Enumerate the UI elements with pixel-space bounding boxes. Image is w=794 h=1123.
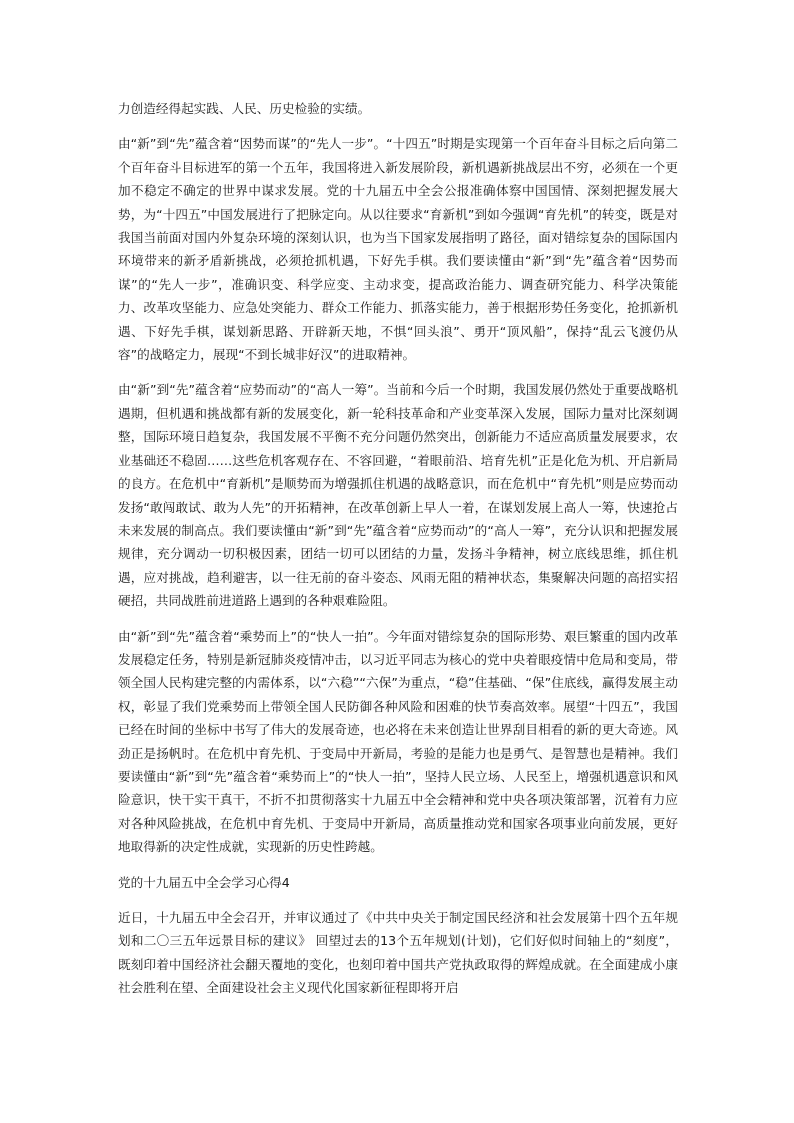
paragraph-gap [118,120,678,132]
paragraph-recent: 近日，十九届五中全会召开，并审议通过了《中共中央关于制定国民经济和社会发展第十四个五年规划和二〇三五年远景目标的建议》 回望过去的13个五年规划(计划)，它们好似时间轴上的“刻度”，既刻印着中国经济社会翻天覆地的变化，也刻印着中国共产党执政取得的辉煌成就。在全面建成小康社会胜利在望、全面建设社会主义现代化国家新征程即将开启 [118,910,678,996]
paragraph-first-step: 由“新”到“先”蕴含着“因势而谋”的“先人一步”。“十四五”时期是实现第一个百年奋斗目标之后向第二个百年奋斗目标进军的第一个五年，我国将进入新发展阶段，新机遇新挑战层出不穷，必须在一个更加不稳定不确定的世界中谋求发展。党的十九届五中全会公报准确体察中国国情、深刻把握发展大势，为“十四五”中国发展进行了把脉定向。从以往要求“育新机”到如今强调“育先机”的转变，既是对我国当前面对国内外复杂环境的深刻认识，也为当下国家发展指明了路径，面对错综复杂的国际国内环境带来的新矛盾新挑战，必须抢抓机遇，下好先手棋。我们要读懂由“新”到“先”蕴含着“因势而谋”的“先人一步”，准确识变、科学应变、主动求变，提高政治能力、调查研究能力、科学决策能力、改革攻坚能力、应急处突能力、群众工作能力、抓落实能力，善于根据形势任务变化，抢抓新机遇、下好先手棋，谋划新思路、开辟新天地，不惧“回头浪”、勇开“顶风船”，保持“乱云飞渡仍从容”的战略定力，展现“不到长城非好汉”的进取精神。 [118,136,678,363]
paragraph-higher-step: 由“新”到“先”蕴含着“应势而动”的“高人一筹”。当前和今后一个时期，我国发展仍然处于重要战略机遇期，但机遇和挑战都有新的发展变化，新一轮科技革命和产业变革深入发展，国际力量对比深刻调整，国际环境日趋复杂，我国发展不平衡不充分问题仍然突出，创新能力不适应高质量发展要求，农业基础还不稳固……这些危机客观存在、不容回避，“着眼前沿、培育先机”正是化危为机、开启新局的良方。在危机中“育新机”是顺势而为增强抓住机遇的战略意识，而在危机中“育先机”则是应势而动发扬“敢闯敢试、敢为人先”的开拓精神，在改革创新上早人一着，在谋划发展上高人一筹，快速抢占未来发展的制高点。我们要读懂由“新”到“先”蕴含着“应势而动”的“高人一筹”，充分认识和把握发展规律，充分调动一切积极因素，团结一切可以团结的力量，发扬斗争精神，树立底线思维，抓住机遇，应对挑战，趋利避害，以一往无前的奋斗姿态、风雨无阻的精神状态，集聚解决问题的高招实招硬招，共同战胜前进道路上遇到的各种艰难险阻。 [118,382,678,609]
paragraph-gap [118,366,678,378]
section-heading: 党的十九届五中全会学习心得4 [118,874,290,890]
paragraph-intro: 力创造经得起实践、人民、历史检验的实绩。 [118,101,371,116]
paragraph-faster-step: 由“新”到“先”蕴含着“乘势而上”的“快人一拍”。今年面对错综复杂的国际形势、艰巨繁重的国内改革发展稳定任务，特别是新冠肺炎疫情冲击，以习近平同志为核心的党中央着眼疫情中危局和变局，带领全国人民构建完整的内需体系，以“六稳”“六保”为重点，“稳”住基础、“保”住底线，赢得发展主动权，彰显了我们党乘势而上带领全国人民防御各种风险和困难的快节奏高效率。展望“十四五”，我国已经在时间的坐标中书写了伟大的发展奇迹，也必将在未来创造让世界刮目相看的新的更大奇迹。风劲正是扬帆时。在危机中育先机、于变局中开新局，考验的是能力也是勇气、是智慧也是精神。我们要读懂由“新”到“先”蕴含着“乘势而上”的“快人一拍”，坚持人民立场、人民至上，增强机遇意识和风险意识，快干实干真干，不折不扣贯彻落实十九届五中全会精神和党中央各项决策部署，沉着有力应对各种风险挑战，在危机中育先机、于变局中开新局，高质量推动党和国家各项事业向前发展，更好地取得新的决定性成就，实现新的历史性跨越。 [118,628,678,855]
paragraph-gap [118,894,678,906]
document-page [118,97,678,1000]
paragraph-gap [118,859,678,871]
paragraph-gap [118,613,678,625]
